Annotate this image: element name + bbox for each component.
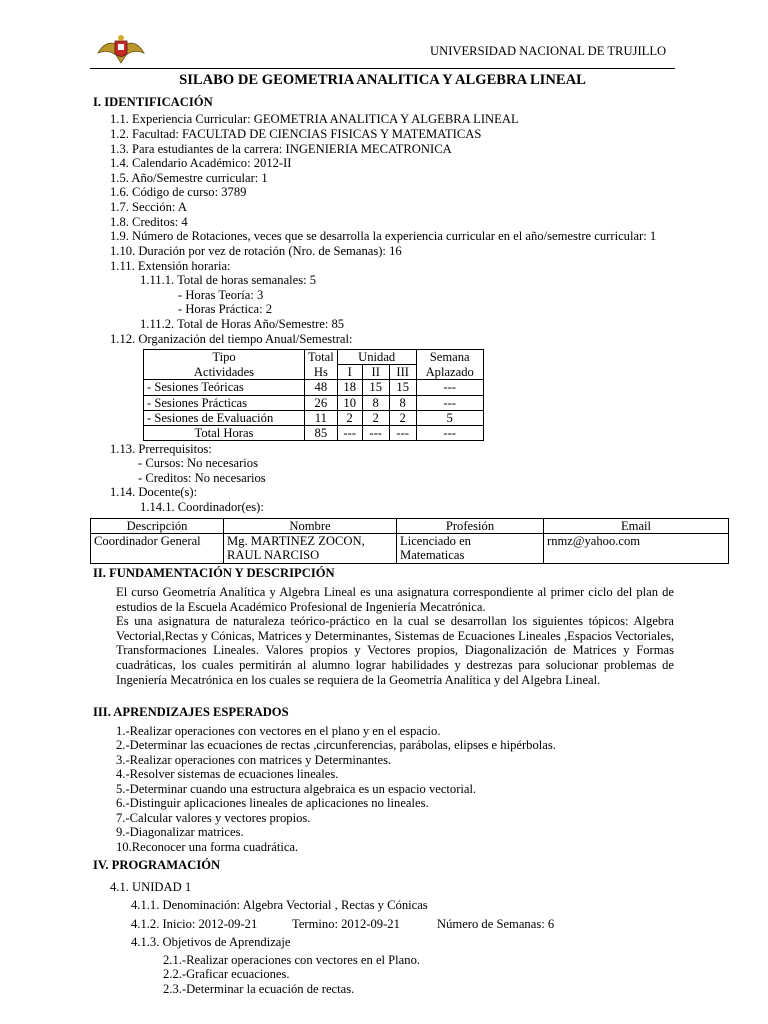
item-1-13: 1.13. Prerrequisitos:	[110, 442, 212, 456]
list-item: 10.Reconocer una forma cuadrática.	[116, 840, 299, 854]
row-u2: ---	[362, 426, 389, 441]
header-actividades: Actividades	[144, 365, 305, 380]
row-u3: 15	[389, 380, 416, 395]
time-organization-table	[143, 349, 484, 441]
prereq-creditos: - Creditos: No necesarios	[138, 471, 266, 485]
coordinator-name-line2: RAUL NARCISO	[227, 548, 320, 563]
table-row	[144, 380, 484, 395]
fundamentacion-paragraph-1: El curso Geometría Analítica y Algebra Lineal es una asignatura correspondiente al primer ciclo del plan de estudios de la Escuela Académico Profesional de Ingeniería Mecatrónica.	[116, 585, 674, 614]
header-unit-2: II	[362, 365, 389, 380]
list-item: 2.-Determinar las ecuaciones de rectas ,circunferencias, parábolas, elipses e hipérbolas.	[116, 738, 556, 752]
unidad-denominacion: 4.1.1. Denominación: Algebra Vectorial , Rectas y Cónicas	[131, 898, 428, 912]
list-item: 2.3.-Determinar la ecuación de rectas.	[163, 982, 355, 996]
row-u3: 2	[389, 410, 416, 425]
row-u3: ---	[389, 426, 416, 441]
item-1-5: 1.5. Año/Semestre curricular: 1	[110, 171, 268, 185]
coordinator-name-line1: Mg. MARTINEZ ZOCON,	[227, 534, 365, 549]
item-1-2: 1.2. Facultad: FACULTAD DE CIENCIAS FISICAS Y MATEMATICAS	[110, 127, 482, 141]
item-1-3: 1.3. Para estudiantes de la carrera: INGENIERIA MECATRONICA	[110, 142, 452, 156]
coordinator-name	[224, 534, 397, 563]
unidad-1: 4.1. UNIDAD 1	[110, 880, 192, 894]
row-aplazado: 5	[416, 410, 483, 425]
row-u1: 2	[337, 410, 362, 425]
university-name: UNIVERSIDAD NACIONAL DE TRUJILLO	[430, 44, 667, 58]
header-nombre: Nombre	[224, 519, 397, 534]
fundamentacion-text	[116, 585, 674, 687]
section-fundamentacion-heading: II. FUNDAMENTACIÓN Y DESCRIPCIÓN	[93, 566, 335, 580]
section-identificacion-heading: I. IDENTIFICACIÓN	[93, 95, 213, 109]
section-aprendizajes-heading: III. APRENDIZAJES ESPERADOS	[93, 705, 289, 719]
list-item: 5.-Determinar cuando una estructura algebraica es un espacio vectorial.	[116, 782, 477, 796]
table-row	[91, 534, 729, 563]
row-total: 11	[305, 410, 338, 425]
coordinator-email: rnmz@yahoo.com	[544, 534, 729, 563]
item-1-8: 1.8. Creditos: 4	[110, 215, 188, 229]
list-item: 1.-Realizar operaciones con vectores en el plano y en el espacio.	[116, 724, 441, 738]
coordinator-profession	[397, 534, 544, 563]
row-tipo: - Sesiones de Evaluación	[144, 410, 305, 425]
coordinator-role: Coordinador General	[91, 534, 224, 563]
item-1-14: 1.14. Docente(s):	[110, 485, 198, 499]
table-row	[144, 410, 484, 425]
list-item: 2.1.-Realizar operaciones con vectores en el Plano.	[163, 953, 421, 967]
horas-teoria: - Horas Teoría: 3	[178, 288, 264, 302]
prereq-cursos: - Cursos: No necesarios	[138, 456, 258, 470]
unidad-semanas: Número de Semanas: 6	[437, 917, 555, 931]
coordinator-profession-line2: Matematicas	[400, 548, 465, 563]
header-descripcion: Descripción	[91, 519, 224, 534]
item-1-6: 1.6. Código de curso: 3789	[110, 185, 247, 199]
header-hs: Hs	[305, 365, 338, 380]
unidad-termino: Termino: 2012-09-21	[292, 917, 400, 931]
item-1-11: 1.11. Extensión horaria:	[110, 259, 231, 273]
row-u2: 15	[362, 380, 389, 395]
item-1-12: 1.12. Organización del tiempo Anual/Semestral:	[110, 332, 353, 346]
item-1-10: 1.10. Duración por vez de rotación (Nro. de Semanas): 16	[110, 244, 402, 258]
header-unidad: Unidad	[337, 350, 416, 365]
header-aplazado: Aplazado	[416, 365, 483, 380]
item-1-11-1: 1.11.1. Total de horas semanales: 5	[140, 273, 317, 287]
coordinator-table	[90, 518, 729, 564]
table-row	[144, 426, 484, 441]
section-programacion-heading: IV. PROGRAMACIÓN	[93, 858, 221, 872]
row-total: 26	[305, 395, 338, 410]
fundamentacion-paragraph-2: Es una asignatura de naturaleza teórico-práctico en la cual se desarrollan los siguientes tópicos: Algebra Vectorial,Rectas y Cónicas, Matrices y Determinantes, Sistemas de Ecuaciones Lineales ,Espacios Vectoriales, Transformaciones Lineales. Valores propios y Vectores propios, Diagonalización de Matrices y Formas cuadráticas, los cuales permitirán al alumno lograr habilidades y destrezas para solucionar problemas de Ingeniería Mecatrónica en los cuales se requiera de la Geometría Analítica y del Algebra Lineal.	[116, 614, 674, 687]
document-title: SILABO DE GEOMETRIA ANALITICA Y ALGEBRA LINEAL	[179, 72, 586, 88]
row-tipo: Total Horas	[144, 426, 305, 441]
list-item: 6.-Distinguir aplicaciones lineales de aplicaciones no lineales.	[116, 796, 429, 810]
item-1-14-1: 1.14.1. Coordinador(es):	[140, 500, 264, 514]
list-item: 9.-Diagonalizar matrices.	[116, 825, 244, 839]
header-divider	[90, 68, 675, 69]
unidad-inicio: 4.1.2. Inicio: 2012-09-21	[131, 917, 258, 931]
item-1-1: 1.1. Experiencia Curricular: GEOMETRIA ANALITICA Y ALGEBRA LINEAL	[110, 112, 519, 126]
row-u1: 18	[337, 380, 362, 395]
row-aplazado: ---	[416, 395, 483, 410]
list-item: 3.-Realizar operaciones con matrices y Determinantes.	[116, 753, 392, 767]
row-total: 85	[305, 426, 338, 441]
header-unit-3: III	[389, 365, 416, 380]
item-1-9: 1.9. Número de Rotaciones, veces que se desarrolla la experiencia curricular en el año/semestre curricular: 1	[110, 229, 657, 243]
list-item: 7.-Calcular valores y vectores propios.	[116, 811, 311, 825]
item-1-7: 1.7. Sección: A	[110, 200, 187, 214]
header-total: Total	[305, 350, 338, 365]
row-aplazado: ---	[416, 380, 483, 395]
row-u1: 10	[337, 395, 362, 410]
list-item: 2.2.-Graficar ecuaciones.	[163, 967, 290, 981]
university-logo-icon	[96, 33, 146, 67]
row-u2: 8	[362, 395, 389, 410]
horas-practica: - Horas Práctica: 2	[178, 302, 273, 316]
objetivos-heading: 4.1.3. Objetivos de Aprendizaje	[131, 935, 291, 949]
row-tipo: - Sesiones Teóricas	[144, 380, 305, 395]
row-total: 48	[305, 380, 338, 395]
header-semana: Semana	[416, 350, 483, 365]
header-unit-1: I	[337, 365, 362, 380]
table-row	[144, 395, 484, 410]
row-tipo: - Sesiones Prácticas	[144, 395, 305, 410]
item-1-4: 1.4. Calendario Académico: 2012-II	[110, 156, 292, 170]
header-tipo: Tipo	[144, 350, 305, 365]
header-email: Email	[544, 519, 729, 534]
coordinator-profession-line1: Licenciado en	[400, 534, 471, 549]
row-aplazado: ---	[416, 426, 483, 441]
row-u3: 8	[389, 395, 416, 410]
row-u1: ---	[337, 426, 362, 441]
header-profesion: Profesión	[397, 519, 544, 534]
item-1-11-2: 1.11.2. Total de Horas Año/Semestre: 85	[140, 317, 345, 331]
list-item: 4.-Resolver sistemas de ecuaciones lineales.	[116, 767, 339, 781]
row-u2: 2	[362, 410, 389, 425]
